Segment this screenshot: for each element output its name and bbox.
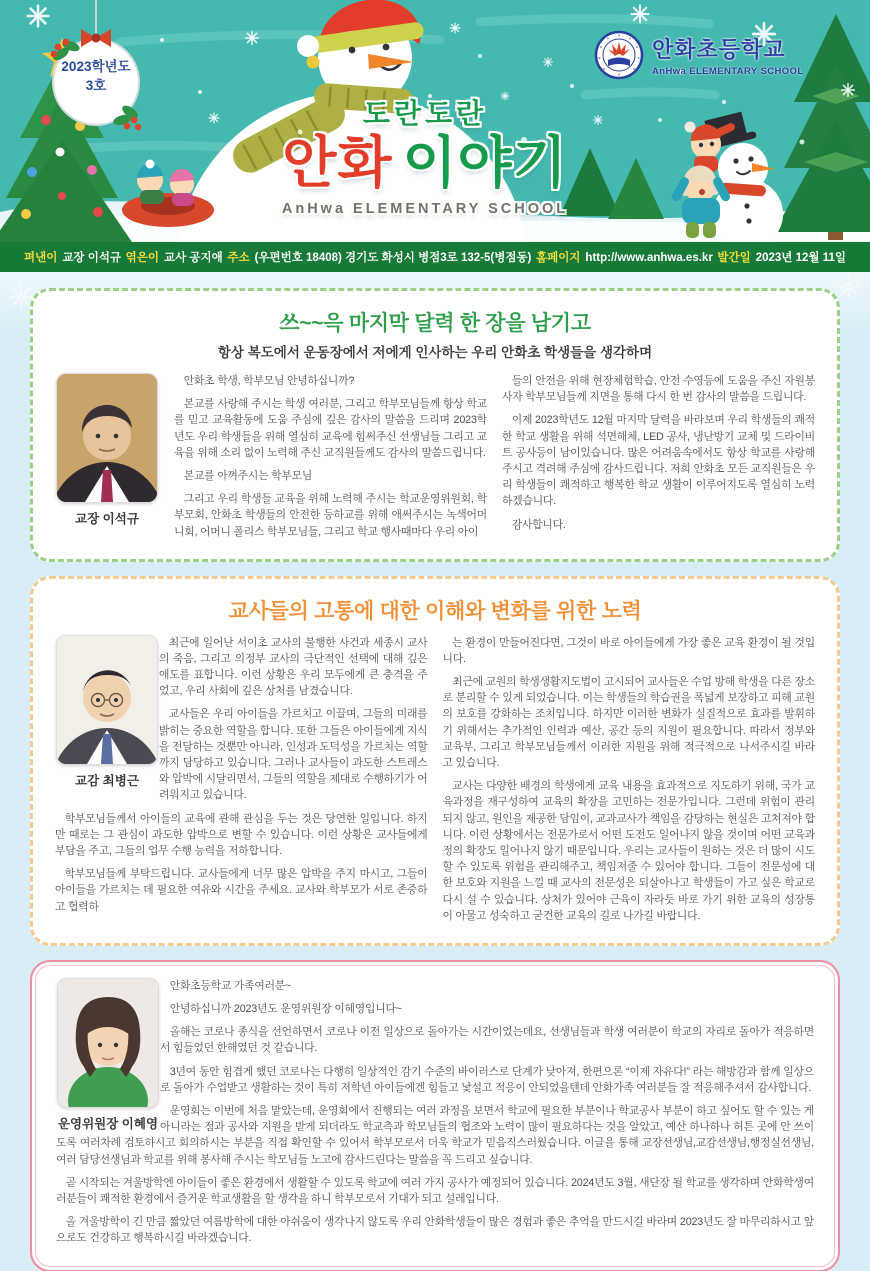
article-principal bbox=[30, 288, 840, 562]
paragraph: 본교를 사랑해 주시는 학생 여러분, 그리고 학부모님들께 항상 학교를 믿고 교육활동에 도움 주심에 깊은 감사의 말씀을 드리며 2023학년도 우리 학생들을 위해 열심히 교육에 힘써주신 선생님들 그리고 교육을 위해 소리 없이 노력해 주신 교직원들께도 감사의 말씀드립니다. bbox=[174, 398, 487, 459]
issue-number: 3호 bbox=[85, 77, 107, 93]
paragraph: 교사들은 우리 아이들을 가르치고 이끌며, 그들의 미래를 밝히는 중요한 역할을 합니다. 또한 그들은 아이들에게 지식을 전달하는 것뿐만 아니라, 인성과 도덕성을 가르치는 역할까지 담당하고 있습니다. 그러나 교사들이 과도한 스트레스와 압박에 시달리면서, 그들의 역할을 제대로 수행하기가 어려워지고 있습니다. bbox=[159, 708, 428, 802]
chairwoman-caption: 운영위원장 이혜영 bbox=[57, 1116, 159, 1131]
editor-info bbox=[126, 249, 223, 265]
paragraph: 최근에 교원의 학생생활지도법이 고시되어 교사들은 수업 방해 학생을 다른 장소로 분리할 수 있게 되었습니다. 이는 학생들의 학습권을 폭넓게 보장하고 피해 교원의 보호를 강화하는 조치입니다. 하지만 이러한 변화가 실질적으로 효과를 발휘하기 위해서는 추가적인 인력과 예산, 공간 등의 지원이 필요합니다. 따라서 정부와 교육부, 그리고 학부모님들께서 이러한 지원을 위해 적극적으로 나서주시길 바라고 있습니다. bbox=[442, 676, 815, 769]
pubdate-label: 발간일 bbox=[717, 252, 751, 264]
paragraph: 학부모님들께 부탁드립니다. 교사들에게 너무 많은 압박을 주지 마시고, 그들이 아이들을 가르치는 데 필요한 여유와 시간을 주세요. 교사와 학부모가 서로 존중하고 협력하 bbox=[55, 868, 428, 913]
article2-column-2 bbox=[443, 635, 816, 931]
vice-principal-caption: 교감 최병근 bbox=[75, 773, 139, 788]
paragraph: 학부모님들께서 아이들의 교육에 관해 관심을 두는 것은 당연한 일입니다. 하지만 때로는 그 관심이 과도한 압박으로 변할 수 있습니다. 이런 상황은 교사들에게 부담을 주고, 그들의 업무 수행 능력을 저하합니다. bbox=[55, 812, 428, 857]
school-emblem-icon bbox=[594, 30, 644, 80]
address-label: 주소 bbox=[227, 252, 250, 264]
article2-title: 교사들의 고통에 대한 이해와 변화를 위한 노력 bbox=[228, 599, 642, 623]
pubdate-value: 2023년 12월 11일 bbox=[755, 252, 846, 264]
article2-column-1 bbox=[55, 635, 428, 931]
chairwoman-photo bbox=[57, 978, 159, 1108]
article1-column-1 bbox=[174, 373, 487, 547]
newsletter-title-en: AnHwa ELEMENTARY SCHOOL bbox=[281, 200, 569, 217]
paragraph: 운영회는 이번에 처음 맡았는데, 운영회에서 진행되는 여러 과정을 보면서 학교에 필요한 부분이나 학교공사 부분이 하고 싶어도 할 수 있는 게 아니라는 점과 공사와 지원을 받게 되더라도 학교측과 학모님들의 협조와 노력이 많이 필요하다는 것을 알았고, 예산 하나하나 허튼 곳에 안 쓰이도록 여러차례 검토하시고 회의하시는 부분을 직접 확인할 수 있어서 학부모로서 더욱 학교가 믿음직스러웠습니다. 이글을 통해 교장선생님,교감선생님,행정실선생님,여러 담당선생님과 학교를 위해 봉사해 주시는 학모님들 노고에 감사드린다는 말씀을 꼭 드리고 싶습니다. bbox=[56, 1105, 814, 1166]
editor-value: 교사 공지애 bbox=[164, 252, 223, 264]
newsletter-body bbox=[0, 272, 870, 1271]
homepage-label: 홈페이지 bbox=[535, 252, 581, 264]
school-logo-text bbox=[652, 33, 804, 77]
title-word-anhwa: 안화 bbox=[282, 131, 393, 194]
paragraph: 안녕하십니까 2023년도 운영위원장 이혜영입니다~ bbox=[169, 1003, 402, 1016]
paragraph: 안화초등학교 가족여러분~ bbox=[169, 979, 292, 992]
paragraph: 올 겨울방학이 긴 만큼 짧았던 여름방학에 대한 아쉬움이 생각나지 않도록 우리 안화학생들이 많은 경험과 좋은 추억을 만드시길 바라며 2023년도 잘 마무리하시고 앞으로도 건강하고 행복하시길 바라겠습니다. bbox=[56, 1216, 814, 1245]
masthead-header bbox=[0, 0, 870, 242]
article1-subtitle: 항상 복도에서 운동장에서 저에게 인사하는 우리 안화초 학생들을 생각하며 bbox=[217, 345, 653, 360]
principal-portrait bbox=[55, 373, 159, 547]
address-value: (우편번호 18408) 경기도 화성시 병점3로 132-5(병점동) bbox=[254, 252, 532, 264]
issue-year: 2023학년도 bbox=[61, 59, 131, 74]
homepage-info bbox=[536, 249, 713, 265]
vice-principal-photo bbox=[56, 635, 158, 765]
vice-principal-portrait bbox=[55, 635, 159, 789]
article1-column-2 bbox=[502, 373, 815, 547]
paragraph: 곧 시작되는 겨울방학엔 아이들이 좋은 환경에서 생활할 수 있도록 학교에 여러 가지 공사가 예정되어 있습니다. 2024년도 3월, 새단장 될 학교를 생각하며 안화학생여러분들이 쾌적한 환경에서 즐거운 학교생활을 할 생각을 하니 학부모로서 기대가 되고 설레입니다. bbox=[56, 1176, 814, 1205]
article-vice-principal bbox=[30, 576, 840, 946]
paragraph: 본교를 아껴주시는 학부모님 bbox=[183, 469, 313, 482]
publisher-label: 펴낸이 bbox=[24, 252, 58, 264]
editor-label: 엮은이 bbox=[125, 252, 159, 264]
chairwoman-portrait bbox=[56, 978, 160, 1132]
paragraph: 이제 2023학년도 12월 마지막 달력을 바라보며 우리 학생들의 쾌적한 학교 생활을 위해 석면해체, LED 공사, 냉난방기 교체 및 드라이비트 공사등이 남이있습니다. 많은 어려움속에서도 항상 학교를 사랑해 주시고 격려해 주심에 감사드립니다. 저희 안화초 모든 교직원들은 우리 학생들이 쾌적하고 행복한 학교 생활이 이루어지도록 열심히 노력하겠습니다. bbox=[502, 414, 815, 508]
article-committee-chair bbox=[30, 960, 840, 1271]
paragraph: 3년여 동안 힘겹게 했던 코로나는 다행히 일상적인 감기 수준의 바이러스로 단계가 낮아져, 한편으론 “이제 자유다!” 라는 해방감과 함께 일상으로 돌아가 수업받고 생활하는 것이 특히 저학년 아이들에겐 힘들고 낯설고 적응이 안되었을텐데 안화가족 여러분들 잘 적응해주셔서 감사합니다. bbox=[160, 1065, 814, 1094]
paragraph: 는 환경이 만들어진다면, 그것이 바로 아이들에게 가장 좋은 교육 환경이 될 것입니다. bbox=[442, 636, 815, 665]
paragraph: 안화초 학생, 학부모님 안녕하십니까? bbox=[183, 375, 355, 387]
body-snowflake-icon bbox=[836, 274, 862, 300]
principal-photo bbox=[56, 373, 158, 503]
masthead-titles bbox=[170, 92, 680, 217]
homepage-url[interactable]: http://www.anhwa.es.kr bbox=[585, 252, 713, 264]
principal-caption: 교장 이석규 bbox=[75, 512, 139, 526]
paragraph: 감사합니다. bbox=[511, 518, 566, 531]
publisher-info bbox=[24, 249, 121, 265]
newsletter-subtitle-ko: 도란도란 bbox=[362, 98, 488, 129]
school-logo bbox=[594, 30, 804, 80]
paragraph: 들의 안전을 위해 현장체험학습, 안전 수영등에 도움을 주신 자원봉사자 학부모님들께 지면을 통해 다시 한 번 감사의 말씀을 드립니다. bbox=[502, 375, 815, 404]
paragraph: 최근에 일어난 서이초 교사의 불행한 사건과 세종시 교사의 죽음, 그리고 의정부 교사의 극단적인 선택에 대해 깊은 애도를 표합니다. 이런 상황은 우리 모두에게 큰 충격을 주었고, 우리 사회에 깊은 상처를 남겼습니다. bbox=[159, 636, 428, 698]
article1-title: 쓰~~윽 마지막 달력 한 장을 남기고 bbox=[279, 312, 591, 335]
paragraph: 올해는 코로나 종식을 선언하면서 코로나 이전 일상으로 돌아가는 시간이었는데요, 선생님들과 학생 여러분이 학교의 자리로 돌아가 적응하면서 힘들었던 한해였던 것 같습니다. bbox=[160, 1026, 814, 1055]
title-word-story: 이야기 bbox=[402, 131, 568, 194]
paragraph: 교사는 다양한 배경의 학생에게 교육 내용을 효과적으로 지도하기 위해, 국가 교육과정을 재구성하여 교육의 확장을 고민하는 전문가입니다. 그런데 위험이 관리되지 않고, 원인을 제공한 담임이, 교과교사가 책임을 감당하는 현실은 고쳐져야 합니다. 이런 상황에서는 전문가로서 어떤 도전도 일어나지 않을 것이며 어떤 교육과정의 확장도 일어나지 않기 때문입니다. 우리는 교사들이 원하는 것은 더 많이 시도할 수 있도록 위험을 관리해주고, 책임져줄 수 있어야 합니다. 그들이 전문성에 대한 보호와 지원을 느낄 때 교사의 전문성은 되살아나고 학생들이 가고 싶은 학교로 다시 설 수 있습니다. 상처가 있어야 근육이 자라듯 바로 가기 위한 교육의 성장통이 아물고 성숙하고 굳건한 교육의 길로 나가길 바랍니다. bbox=[442, 780, 815, 922]
publication-info-bar bbox=[0, 242, 870, 272]
pubdate-info bbox=[717, 249, 846, 265]
school-name-ko: 안화초등학교 bbox=[652, 37, 786, 62]
publisher-value: 교장 이석규 bbox=[62, 252, 122, 264]
body-snowflake-icon bbox=[6, 282, 36, 312]
newsletter-title bbox=[170, 131, 680, 194]
issue-badge bbox=[52, 58, 140, 96]
address-info bbox=[227, 249, 531, 265]
school-name-en: AnHwa ELEMENTARY SCHOOL bbox=[652, 66, 804, 77]
paragraph: 그리고 우리 학생들 교육을 위해 노력해 주시는 학교운영위원회, 학부모회, 안화초 학생들의 안전한 등하교를 위해 애써주시는 녹색어머니회, 어머니 폴리스 학부모님들, 그리고 학교 행사때마다 우리 아이 bbox=[174, 493, 487, 538]
